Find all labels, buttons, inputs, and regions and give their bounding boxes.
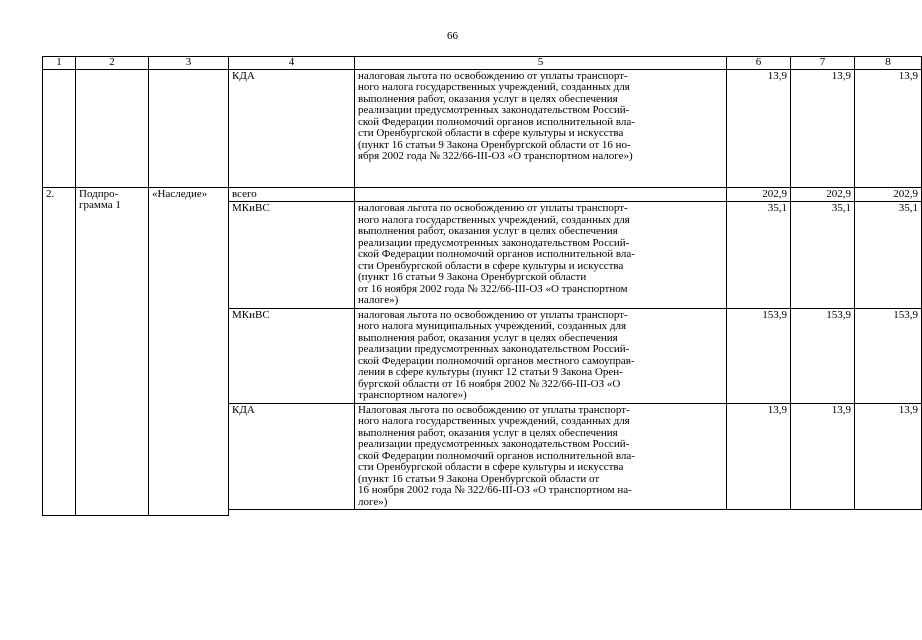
- column-header-5: 5: [355, 57, 727, 70]
- description-cell: Налоговая льгота по освобождению от уплаты транспорт- ного налога государственных учреждений, созданных для выполнения работ, оказания услуг в целях обеспечения реализации предусмотренных законодательством Россий- ской Федерации полномочий органов исполнительной вла- сти Оренбургской области в сфере культуры и искусства (пункт 16 статьи 9 Закона Оренбургской области от 16 ноября 2002 года № 322/66-III-ОЗ «О транспортном на- логе»): [355, 403, 727, 510]
- description-cell: налоговая льгота по освобождению от уплаты транспорт- ного налога муниципальных учреждений, созданных для выполнения работ, оказания услуг в целях обеспечения реализации предусмотренных законодательством Россий- ской Федерации полномочий органов местного самоуправ- ления в сфере культуры (пункт 12 статьи 9 Закона Орен- бургской области от 16 ноября 2002 № 322/66-III-ОЗ «О транспортном налоге»): [355, 308, 727, 403]
- column-header-6: 6: [727, 57, 791, 70]
- value-cell-col8: 35,1: [855, 202, 922, 309]
- cell-col3: [149, 69, 229, 187]
- column-header-4: 4: [229, 57, 355, 70]
- description-cell: [355, 187, 727, 202]
- page-number: 66: [447, 30, 458, 42]
- column-header-row: [43, 57, 922, 70]
- executor-cell: всего: [229, 187, 355, 202]
- value-cell-col7: 35,1: [791, 202, 855, 309]
- value-cell-col8: 202,9: [855, 187, 922, 202]
- value-cell-col7: 202,9: [791, 187, 855, 202]
- value-cell-col7: 13,9: [791, 69, 855, 187]
- executor-cell: МКиВС: [229, 202, 355, 309]
- value-cell-col8: 13,9: [855, 69, 922, 187]
- subprogram-name-cell: «Наследие»: [149, 187, 229, 515]
- executor-cell: КДА: [229, 403, 355, 510]
- column-header-3: 3: [149, 57, 229, 70]
- cell-col1: [43, 69, 76, 187]
- value-cell-col8: 13,9: [855, 403, 922, 510]
- executor-cell: КДА: [229, 69, 355, 187]
- executor-cell: МКиВС: [229, 308, 355, 403]
- value-cell-col8: 153,9: [855, 308, 922, 403]
- value-cell-col6: 13,9: [727, 69, 791, 187]
- description-cell: налоговая льгота по освобождению от уплаты транспорт- ного налога государственных учреждений, созданных для выполнения работ, оказания услуг в целях обеспечения реализации предусмотренных законодательством Россий- ской Федерации полномочий органов исполнительной вла- сти Оренбургской области в сфере культуры и искусства (пункт 16 статьи 9 Закона Оренбургской области от 16 но- ября 2002 года № 322/66-III-ОЗ «О транспортном налоге»): [355, 69, 727, 187]
- value-cell-col7: 13,9: [791, 403, 855, 510]
- description-cell: налоговая льгота по освобождению от уплаты транспорт- ного налога государственных учреждений, созданных для выполнения работ, оказания услуг в целях обеспечения реализации предусмотренных законодательством Россий- ской Федерации полномочий органов исполнительной вла- сти Оренбургской области в сфере культуры и искусства (пункт 16 статьи 9 Закона Оренбургской области от 16 ноября 2002 года № 322/66-III-ОЗ «О транспортном налоге»): [355, 202, 727, 309]
- value-cell-col6: 202,9: [727, 187, 791, 202]
- budget-table: [42, 56, 922, 516]
- item-number-cell: 2.: [43, 187, 76, 515]
- value-cell-col6: 35,1: [727, 202, 791, 309]
- table-row: [43, 69, 922, 187]
- value-cell-col7: 153,9: [791, 308, 855, 403]
- column-header-2: 2: [76, 57, 149, 70]
- value-cell-col6: 13,9: [727, 403, 791, 510]
- cell-col2: [76, 69, 149, 187]
- table-row: [43, 187, 922, 202]
- subprogram-cell: Подпро- грамма 1: [76, 187, 149, 515]
- value-cell-col6: 153,9: [727, 308, 791, 403]
- column-header-7: 7: [791, 57, 855, 70]
- column-header-8: 8: [855, 57, 922, 70]
- column-header-1: 1: [43, 57, 76, 70]
